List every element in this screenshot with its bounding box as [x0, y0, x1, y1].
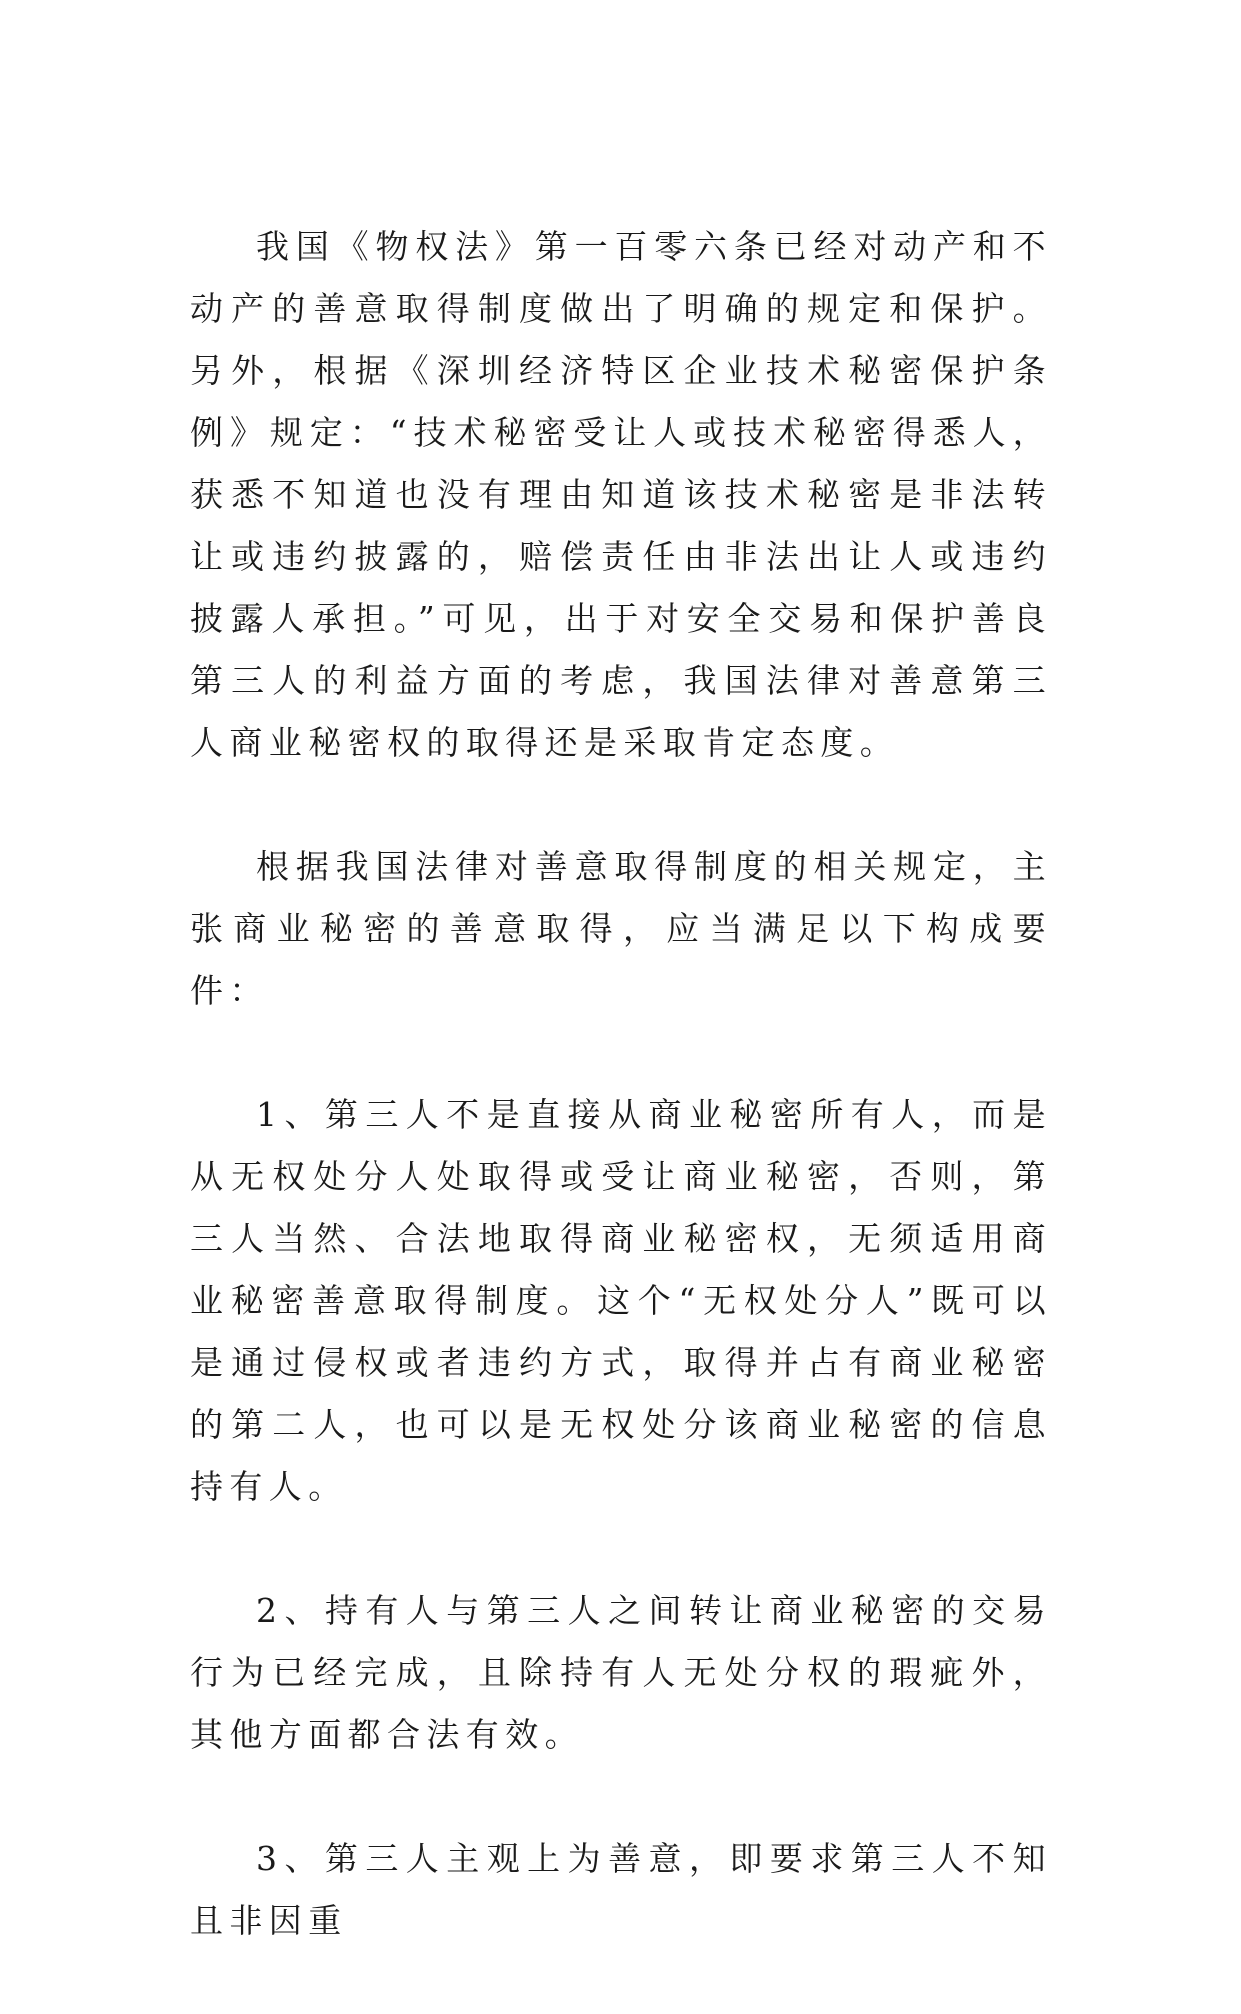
paragraph-requirement-1: 1、第三人不是直接从商业秘密所有人，而是从无权处分人处取得或受让商业秘密，否则，第三人当然、合法地取得商业秘密权，无须适用商业秘密善意取得制度。这个“无权处分人”既可以是通过侵权或者违约方式，取得并占有商业秘密的第二人，也可以是无权处分该商业秘密的信息持有人。 — [190, 1095, 1052, 1506]
paragraph-requirements-intro: 根据我国法律对善意取得制度的相关规定，主张商业秘密的善意取得，应当满足以下构成要件： — [190, 847, 1052, 1010]
paragraph-property-law: 我国《物权法》第一百零六条已经对动产和不动产的善意取得制度做出了明确的规定和保护。另外，根据《深圳经济特区企业技术秘密保护条例》规定：“技术秘密受让人或技术秘密得悉人，获悉不知道也没有理由知道该技术秘密是非法转让或违约披露的，赔偿责任由非法出让人或违约披露人承担。”可见，出于对安全交易和保护善良第三人的利益方面的考虑，我国法律对善意第三人商业秘密权的取得还是采取肯定态度。 — [190, 227, 1052, 762]
document-body — [190, 216, 1052, 2014]
paragraph-requirement-2: 2、持有人与第三人之间转让商业秘密的交易行为已经完成，且除持有人无处分权的瑕疵外，其他方面都合法有效。 — [190, 1591, 1052, 1754]
paragraph-requirement-3: 3、第三人主观上为善意，即要求第三人不知且非因重 — [190, 1839, 1052, 1940]
